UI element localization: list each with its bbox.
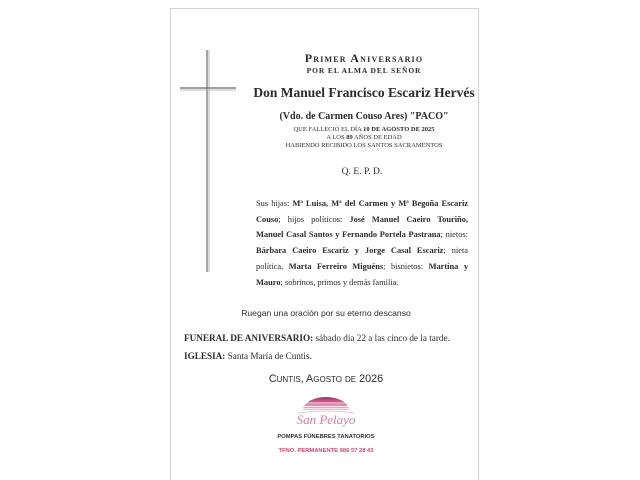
family-text: ; bisnietos: — [383, 261, 424, 271]
family-names: Marta Ferreiro Miguéns — [288, 261, 384, 271]
death-date: 10 DE AGOSTO DE 2025 — [363, 126, 435, 133]
age-years: 89 — [346, 134, 353, 141]
death-line — [250, 126, 478, 134]
church-label: IGLESIA: — [184, 351, 226, 361]
family-text: ; nietos: — [440, 230, 468, 240]
family-paragraph — [256, 196, 468, 290]
family-line — [256, 275, 468, 291]
age-line — [250, 134, 478, 142]
family-text: ; hijos políticos: — [278, 214, 343, 224]
prayer-request: Ruegan una oración por su eterno descanso — [241, 308, 411, 318]
family-names: Mauro — [256, 277, 281, 287]
family-text: Sus hijas: — [256, 199, 290, 208]
family-text: ; sobrinos, primos y demás familia. — [280, 277, 399, 287]
place-date: Cuntis, Agosto de 2026 — [268, 373, 384, 385]
family-names: Manuel Casal Santos y Fernando Portela Pastrana — [256, 230, 441, 240]
family-names: Martina y — [428, 261, 469, 271]
funeral-home-services: POMPAS FÚNEBRES TANATORIOS — [277, 434, 375, 440]
family-line — [256, 227, 468, 243]
family-line — [256, 212, 468, 228]
sacraments-line: HABIENDO RECIBIDO LOS SANTOS SACRAMENTOS — [285, 142, 443, 149]
family-line — [256, 196, 468, 212]
funeral-label: FUNERAL DE ANIVERSARIO: — [184, 333, 314, 343]
family-text: política, — [256, 261, 284, 271]
notice-subheading: POR EL ALMA DEL SEÑOR — [306, 66, 422, 75]
family-names: Couso — [256, 214, 279, 224]
church-text: Santa María de Cuntis. — [227, 351, 312, 361]
family-line — [256, 259, 468, 275]
family-names: Mª Luisa, Mª del Carmen y Mª Begoña Escariz — [292, 199, 469, 208]
church-line — [184, 350, 312, 362]
age-prefix: A LOS — [326, 134, 345, 141]
funeral-text: sábado día 22 a las cinco de la tarde. — [315, 333, 450, 343]
funeral-home-phone: TFNO. PERMANENTE 986 57 28 43 — [278, 448, 374, 454]
family-line — [256, 243, 468, 259]
logo-dome-icon — [303, 397, 349, 410]
funeral-home-logo — [286, 394, 366, 430]
age-suffix: AÑOS DE EDAD — [353, 134, 402, 141]
funeral-line — [184, 332, 450, 344]
notice-heading: Primer Aniversario — [304, 51, 424, 65]
cross-icon — [176, 46, 240, 276]
family-names: Bárbara Caeiro Escariz y Jorge Casal Escariz — [256, 246, 444, 256]
deceased-name: Don Manuel Francisco Escariz Hervés — [253, 85, 475, 100]
death-text: QUE FALLECIÓ EL DÍA — [293, 126, 362, 133]
widower-of: (Vdo. de Carmen Couso Ares) "PACO" — [279, 111, 449, 122]
rip-line: Q. E. P. D. — [341, 166, 383, 177]
family-names: José Manuel Caeiro Touriño, — [349, 214, 468, 224]
logo-text: San Pelayo — [296, 412, 356, 427]
family-text: ; nieta — [443, 246, 468, 256]
